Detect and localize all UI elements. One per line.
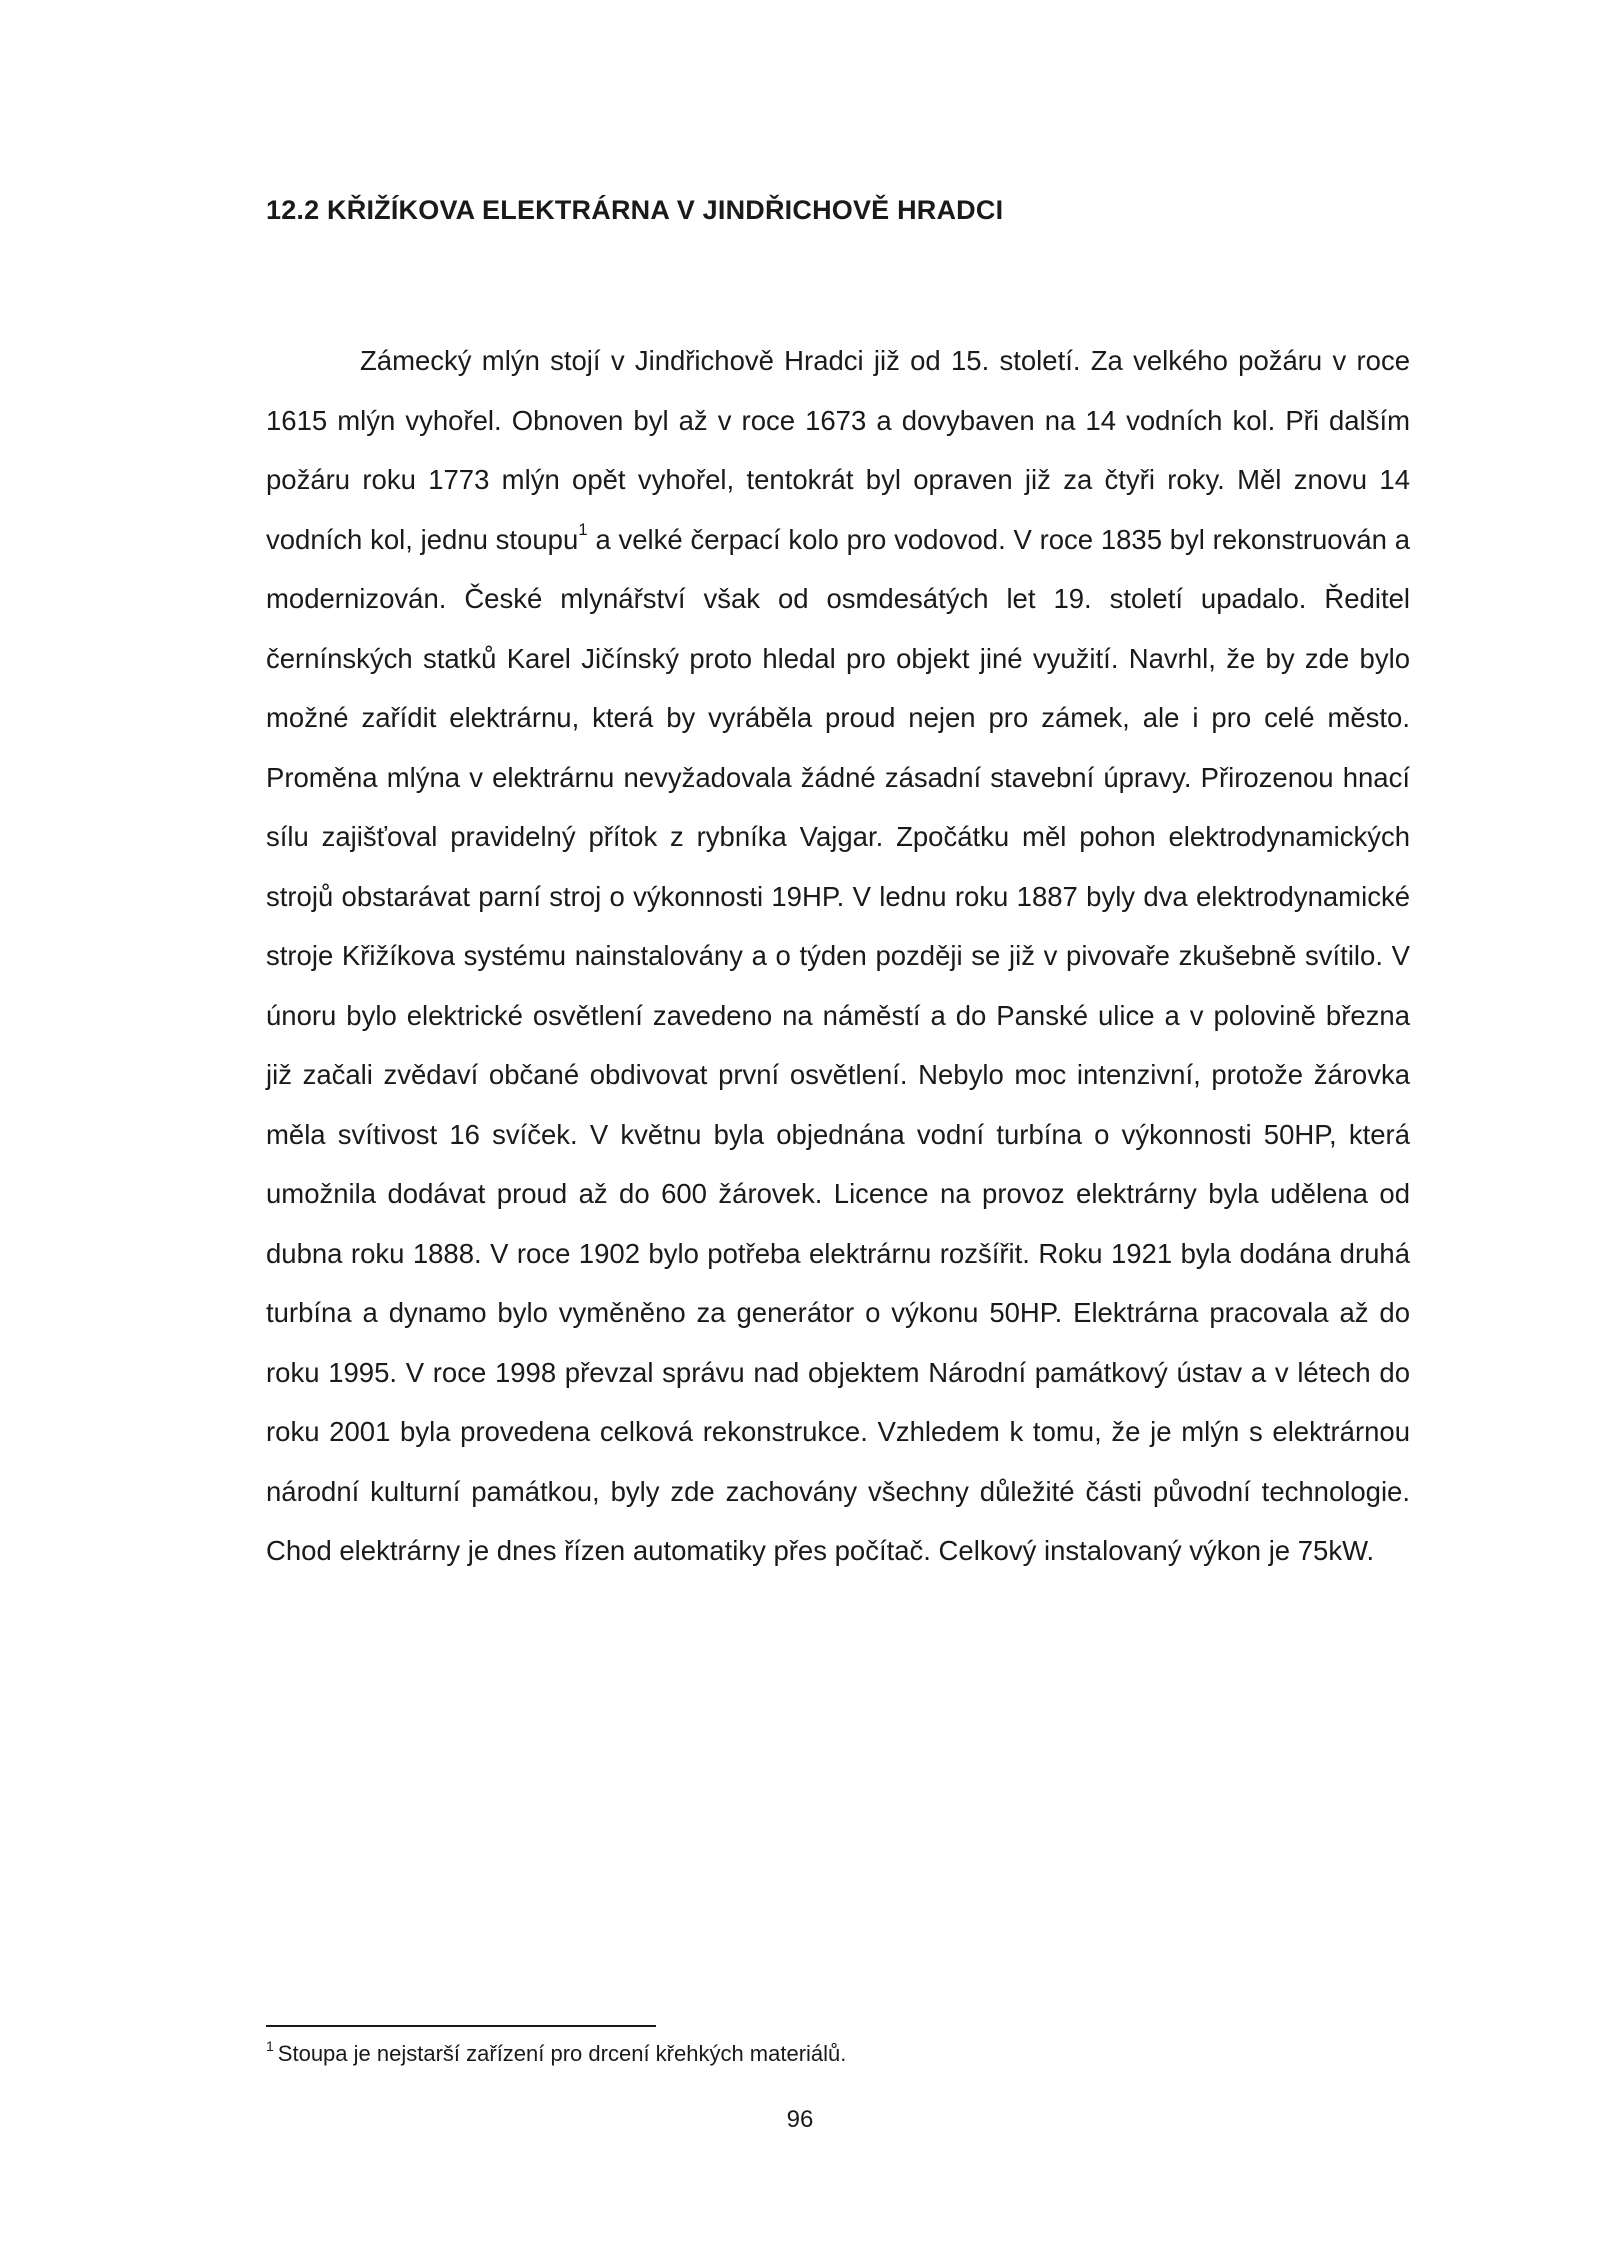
footnote-text: Stoupa je nejstarší zařízení pro drcení křehkých materiálů. [277,2041,847,2066]
paragraph-text-part-1: Zámecký mlýn stojí v Jindřichově Hradci již od 15. století. Za velkého požáru v roce 1615 mlýn vyhořel. Obnoven byl až v roce 1673 a dovybaven na 14 vodních kol. Při dalším požáru roku 1773 mlýn opět vyhořel, tentokrát byl opraven již za čtyři roky. Měl znovu 14 vodních kol, jednu stoupu [266,345,1410,555]
footnote-reference: 1 [578,519,588,539]
section-heading: 12.2 KŘIŽÍKOVA ELEKTRÁRNA V JINDŘICHOVĚ HRADCI [266,195,1004,225]
footnote [266,2038,1406,2070]
footnote-divider [266,2025,656,2027]
paragraph-text-part-2: a velké čerpací kolo pro vodovod. V roce 1835 byl rekonstruován a modernizován. České mlynářství však od osmdesátých let 19. století upadalo. Ředitel černínských statků Karel Jičínský proto hledal pro objekt jiné využití. Navrhl, že by zde bylo možné zařídit elektrárnu, která by vyráběla proud nejen pro zámek, ale i pro celé město. Proměna mlýna v elektrárnu nevyžadovala žádné zásadní stavební úpravy. Přirozenou hnací sílu zajišťoval pravidelný přítok z rybníka Vajgar. Zpočátku měl pohon elektrodynamických strojů obstarávat parní stroj o výkonnosti 19HP. V lednu roku 1887 byly dva elektrodynamické stroje Křižíkova systému nainstalovány a o týden později se již v pivovaře zkušebně svítilo. V únoru bylo elektrické osvětlení zavedeno na náměstí a do Panské ulice a v polovině března již začali zvědaví občané obdivovat první osvětlení. Nebylo moc intenzivní, protože žárovka měla svítivost 16 svíček. V květnu byla objednána vodní turbína o výkonnosti 50HP, která umožnila dodávat proud až do 600 žárovek. Licence na provoz elektrárny byla udělena od dubna roku 1888. V roce 1902 bylo potřeba elektrárnu rozšířit. Roku 1921 byla dodána druhá turbína a dynamo bylo vyměněno za generátor o výkonu 50HP. Elektrárna pracovala až do roku 1995. V roce 1998 převzal správu nad objektem Národní památkový ústav a v létech do roku 2001 byla provedena celková rekonstrukce. Vzhledem k tomu, že je mlýn s elektrárnou národní kulturní památkou, byly zde zachovány všechny důležité části původní technologie. Chod elektrárny je dnes řízen automatiky přes počítač. Celkový instalovaný výkon je 75kW. [266,523,1410,1566]
footnote-number: 1 [266,2038,274,2054]
body-paragraph [266,331,1410,1581]
page-number: 96 [786,2106,814,2133]
